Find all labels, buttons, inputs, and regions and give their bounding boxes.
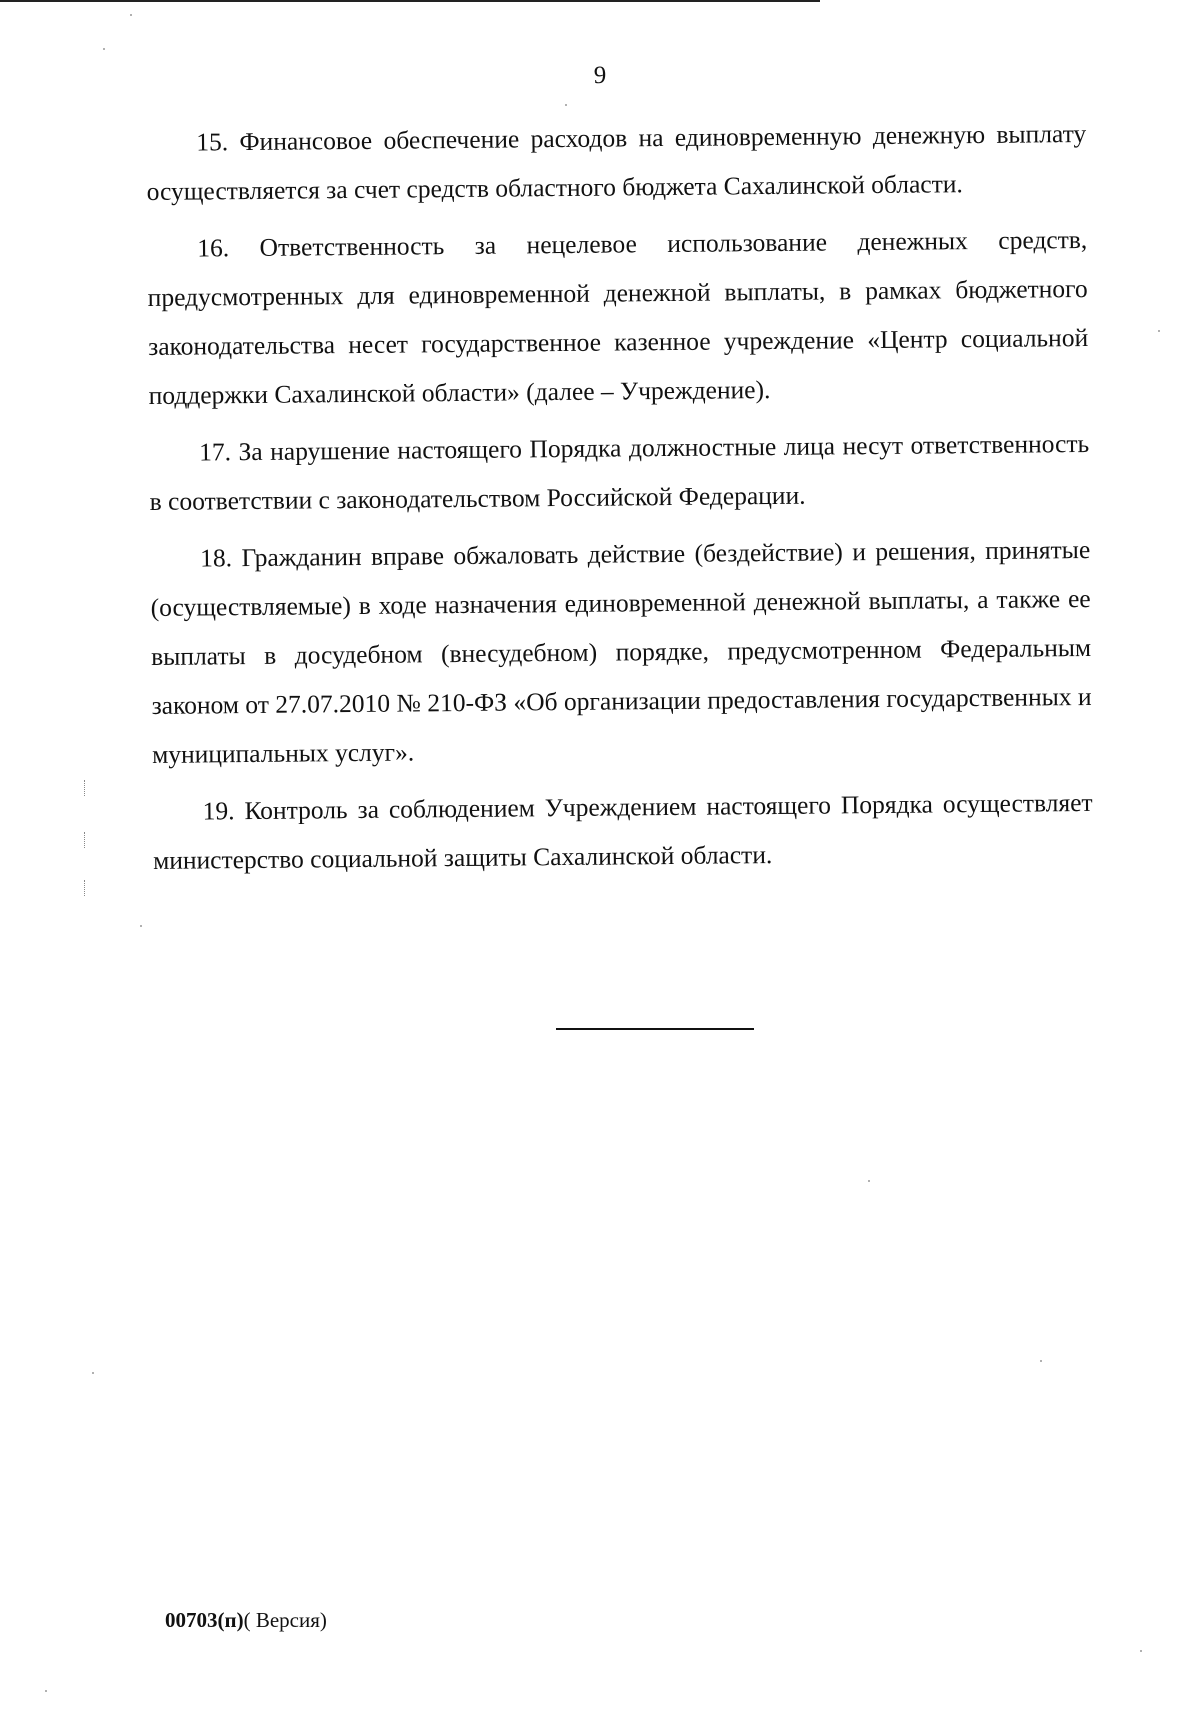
scan-speck [1158,330,1160,332]
scan-speck [140,925,142,927]
scan-speck [1140,1650,1142,1652]
paragraph-15: 15. Финансовое обеспечение расходов на единовременную денежную выплату осуществляется за счет средств областного бюджета Сахалинской области. [146,118,1087,206]
scan-speck [92,1372,94,1374]
end-divider-line [556,1028,754,1030]
scan-speck [130,14,132,16]
paragraph-18: 18. Гражданин вправе обжаловать действие (бездействие) и решения, принятые (осуществляемые) в ходе назначения единовременной денежной выплаты, а также ее выплаты в досудебном (внесудебном) порядке, предусмотренном Федеральным законом от 27.07.2010 № 210-ФЗ «Об организации предоставления государственных и муниципальных услуг». [150,534,1092,769]
scan-speck [45,1690,47,1692]
scan-speck [868,1180,870,1182]
paragraph-16: 16. Ответственность за нецелевое использование денежных средств, предусмотренных для единовременной денежной выплаты, в рамках бюджетного законодательства несет государственное казенное учреждение «Центр социальной поддержки Сахалинской области» (далее – Учреждение). [147,224,1089,410]
document-body [146,109,1093,893]
scan-speck [1040,1360,1042,1362]
scan-speck [103,48,105,50]
footer-document-code [165,1608,327,1633]
scan-margin-mark [84,880,93,896]
paragraph-17: 17. За нарушение настоящего Порядка должностные лица несут ответственность в соответствии с законодательством Российской Федерации. [149,428,1090,516]
scan-margin-mark [84,780,93,796]
scan-top-edge [0,0,820,2]
paragraph-19: 19. Контроль за соблюдением Учреждением настоящего Порядка осуществляет министерство социальной защиты Сахалинской области. [152,787,1093,875]
footer-code: 00703(п) [165,1608,244,1632]
scan-speck [565,104,567,106]
footer-version: ( Версия) [243,1608,327,1632]
scan-margin-mark [84,832,93,848]
page-number: 9 [593,62,607,89]
